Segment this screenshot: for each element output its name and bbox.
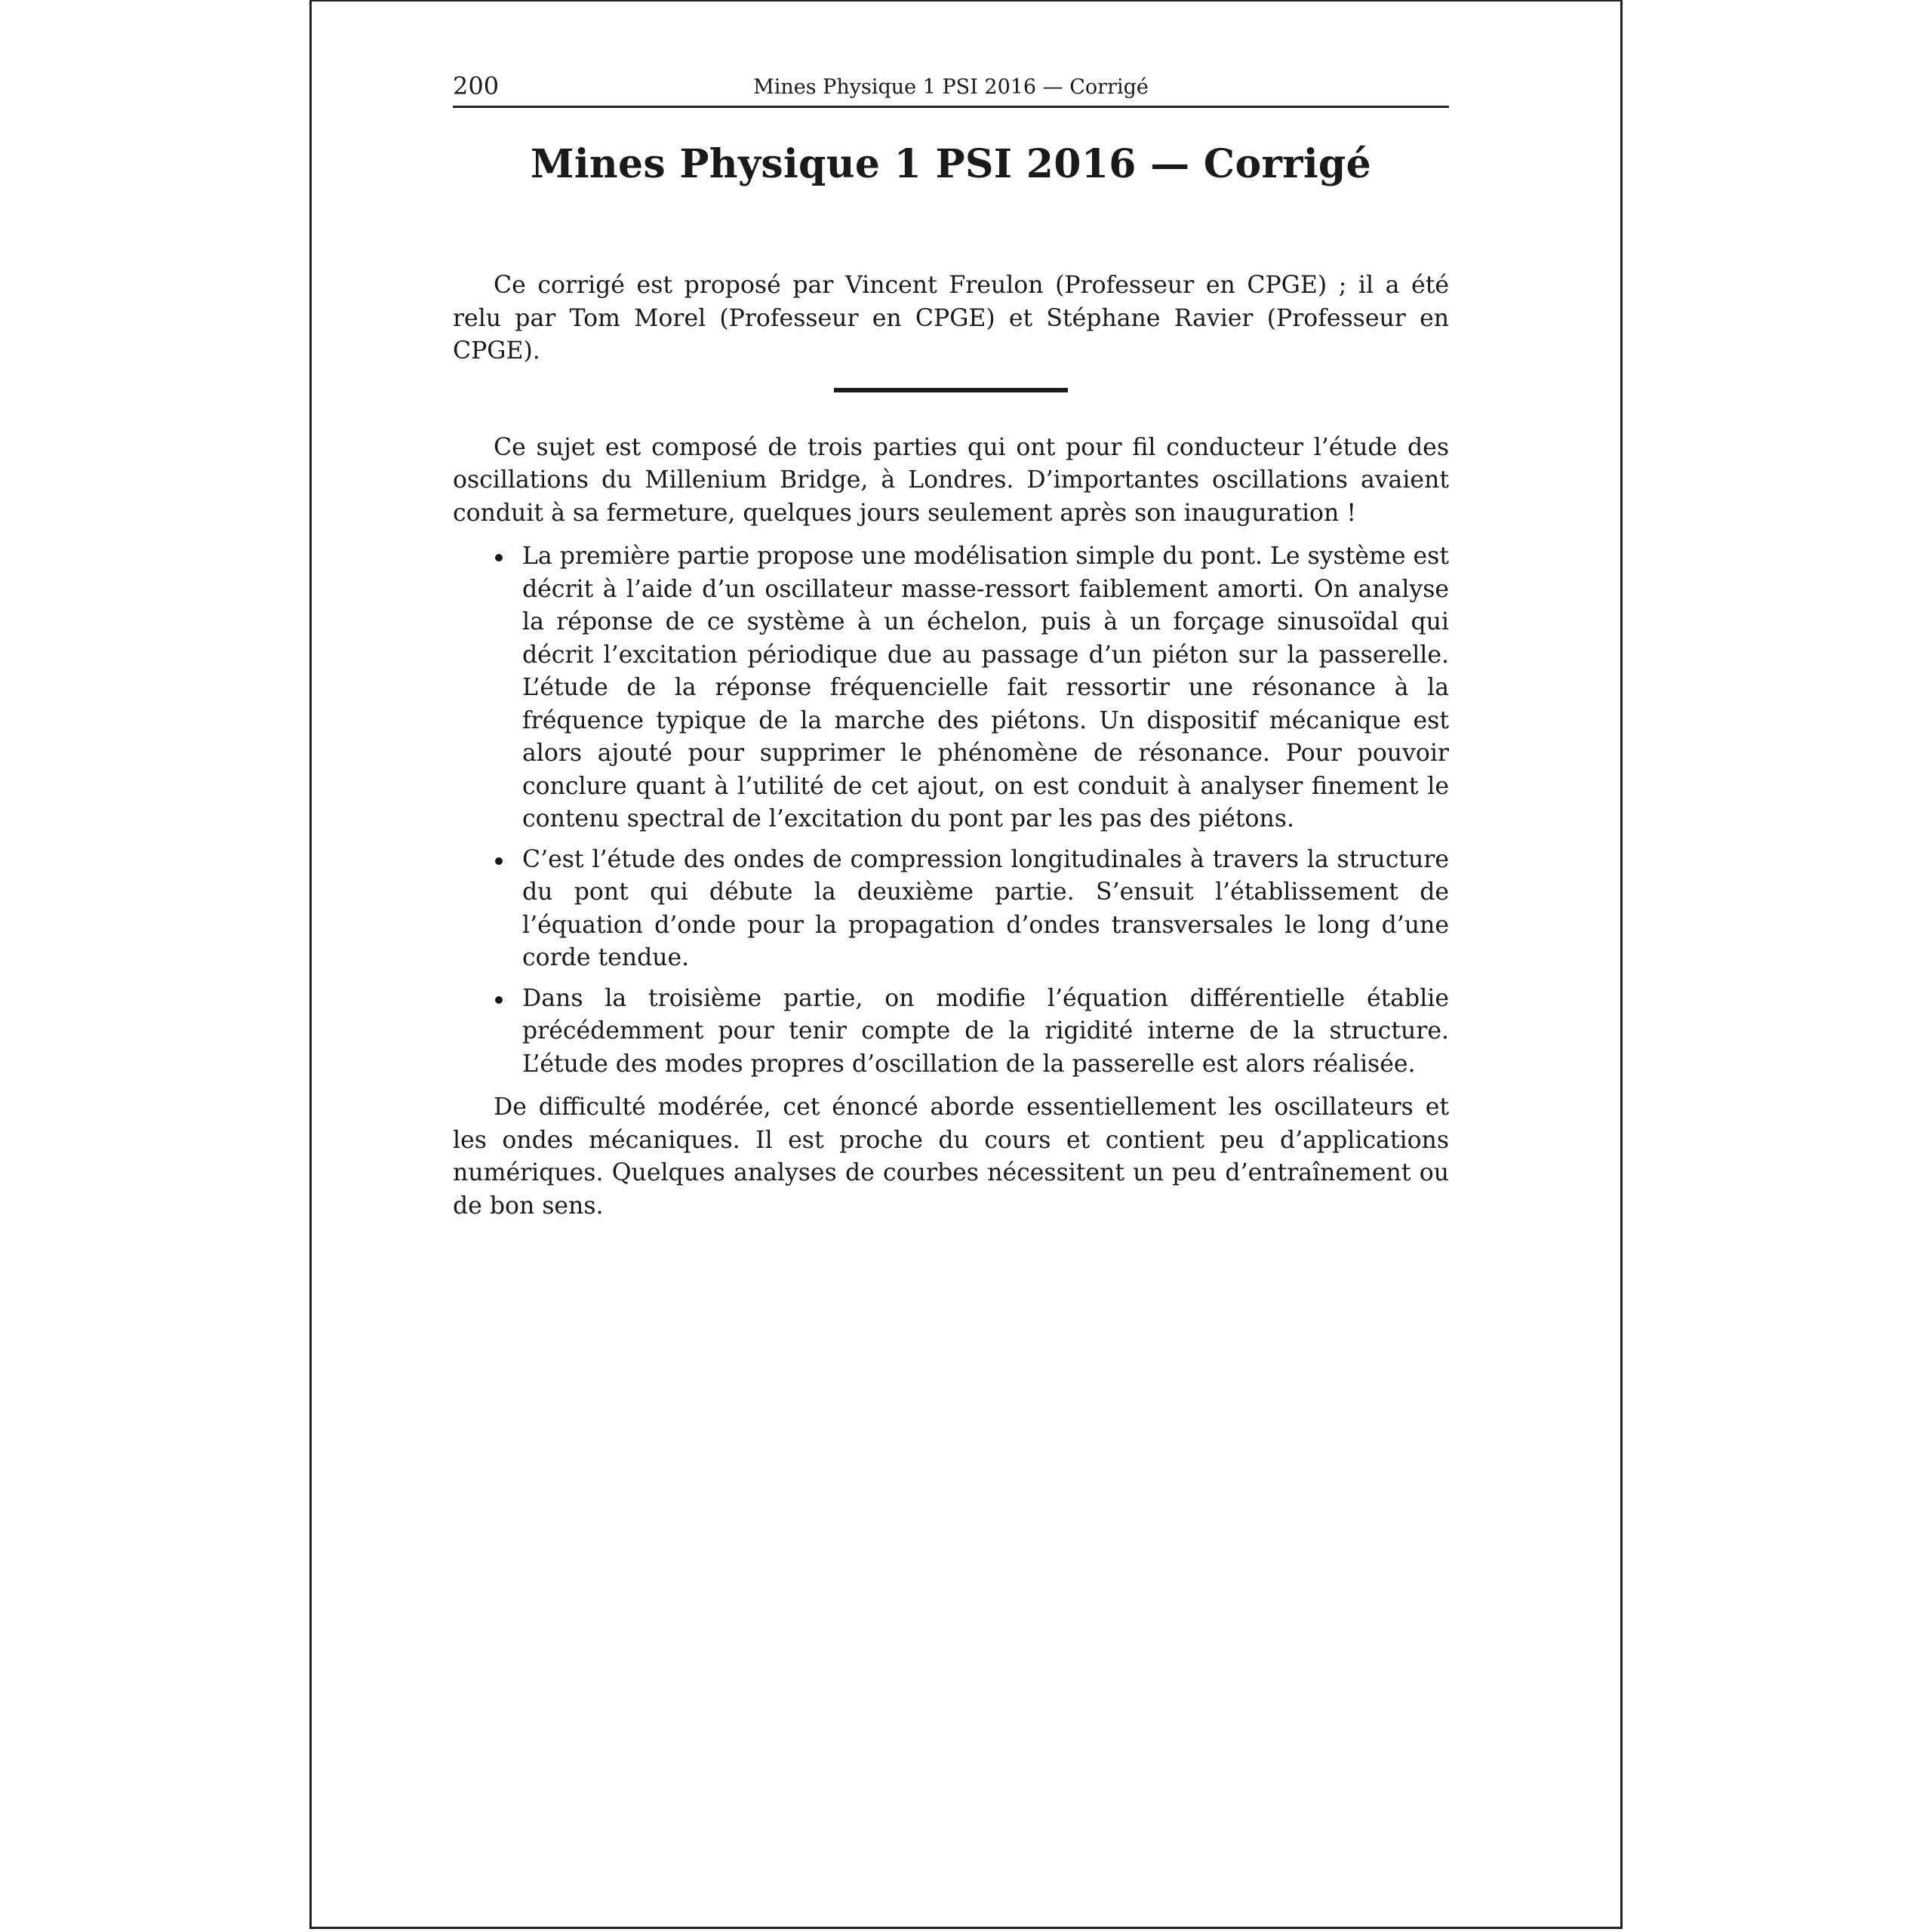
conclusion-paragraph: De difficulté modérée, cet énoncé aborde essentiellement les oscillateurs et les ondes mécaniques. Il est proche du cours et contient peu d’applications numériques. Quelques analyses de courbes nécessitent un peu d’entraînement ou de bon sens.	[453, 1094, 1449, 1220]
list-item	[522, 844, 1449, 975]
bullet-icon	[495, 996, 503, 1004]
list-item-text: Dans la troisième partie, on modifie l’équation différentielle établie précédemment pour tenir compte de la rigidité interne de la structure. L’étude des modes propres d’oscillation de la passerelle est alors réalisée.	[522, 984, 1449, 1078]
running-header	[453, 68, 1449, 108]
section-separator	[834, 388, 1068, 392]
credits-paragraph: Ce corrigé est proposé par Vincent Freulon (Professeur en CPGE) ; il a été relu par Tom Morel (Professeur en CPGE) et Stéphane Ravier (Professeur en CPGE).	[453, 272, 1449, 365]
intro-paragraph: Ce sujet est composé de trois parties qui ont pour fil conducteur l’étude des oscillations du Millenium Bridge, à Londres. D’importantes oscillations avaient conduit à sa fermeture, quelques jours seulement après son inauguration !	[453, 433, 1449, 527]
list-item-text: La première partie propose une modélisation simple du pont. Le système est décrit à l’aide d’un oscillateur masse-ressort faiblement amorti. On analyse la réponse de ce système à un échelon, puis à un forçage sinusoïdal qui décrit l’excitation périodique due au passage d’un piéton sur la passerelle. L’étude de la réponse fréquencielle fait ressortir une résonance à la fréquence typique de la marche des piétons. Un dispositif mécanique est alors ajouté pour supprimer le phénomène de résonance. Pour pouvoir conclure quant à l’utilité de cet ajout, on est conduit à analyser finement le contenu spectral de l’excitation du pont par les pas des piétons.	[522, 543, 1449, 832]
list-item-text: C’est l’étude des ondes de compression longitudinales à travers la structure du pont qui débute la deuxième partie. S’ensuit l’établissement de l’équation d’onde pour la propagation d’ondes transversales le long d’une corde tendue.	[522, 845, 1449, 971]
bullet-icon	[495, 857, 503, 865]
list-item	[522, 540, 1449, 836]
page-number: 200	[453, 72, 500, 100]
page-content	[453, 68, 1449, 1223]
parts-list	[453, 540, 1449, 1081]
page-title: Mines Physique 1 PSI 2016 — Corrigé	[531, 141, 1371, 187]
bullet-icon	[495, 554, 503, 561]
list-item	[522, 983, 1449, 1081]
running-title: Mines Physique 1 PSI 2016 — Corrigé	[753, 75, 1149, 99]
